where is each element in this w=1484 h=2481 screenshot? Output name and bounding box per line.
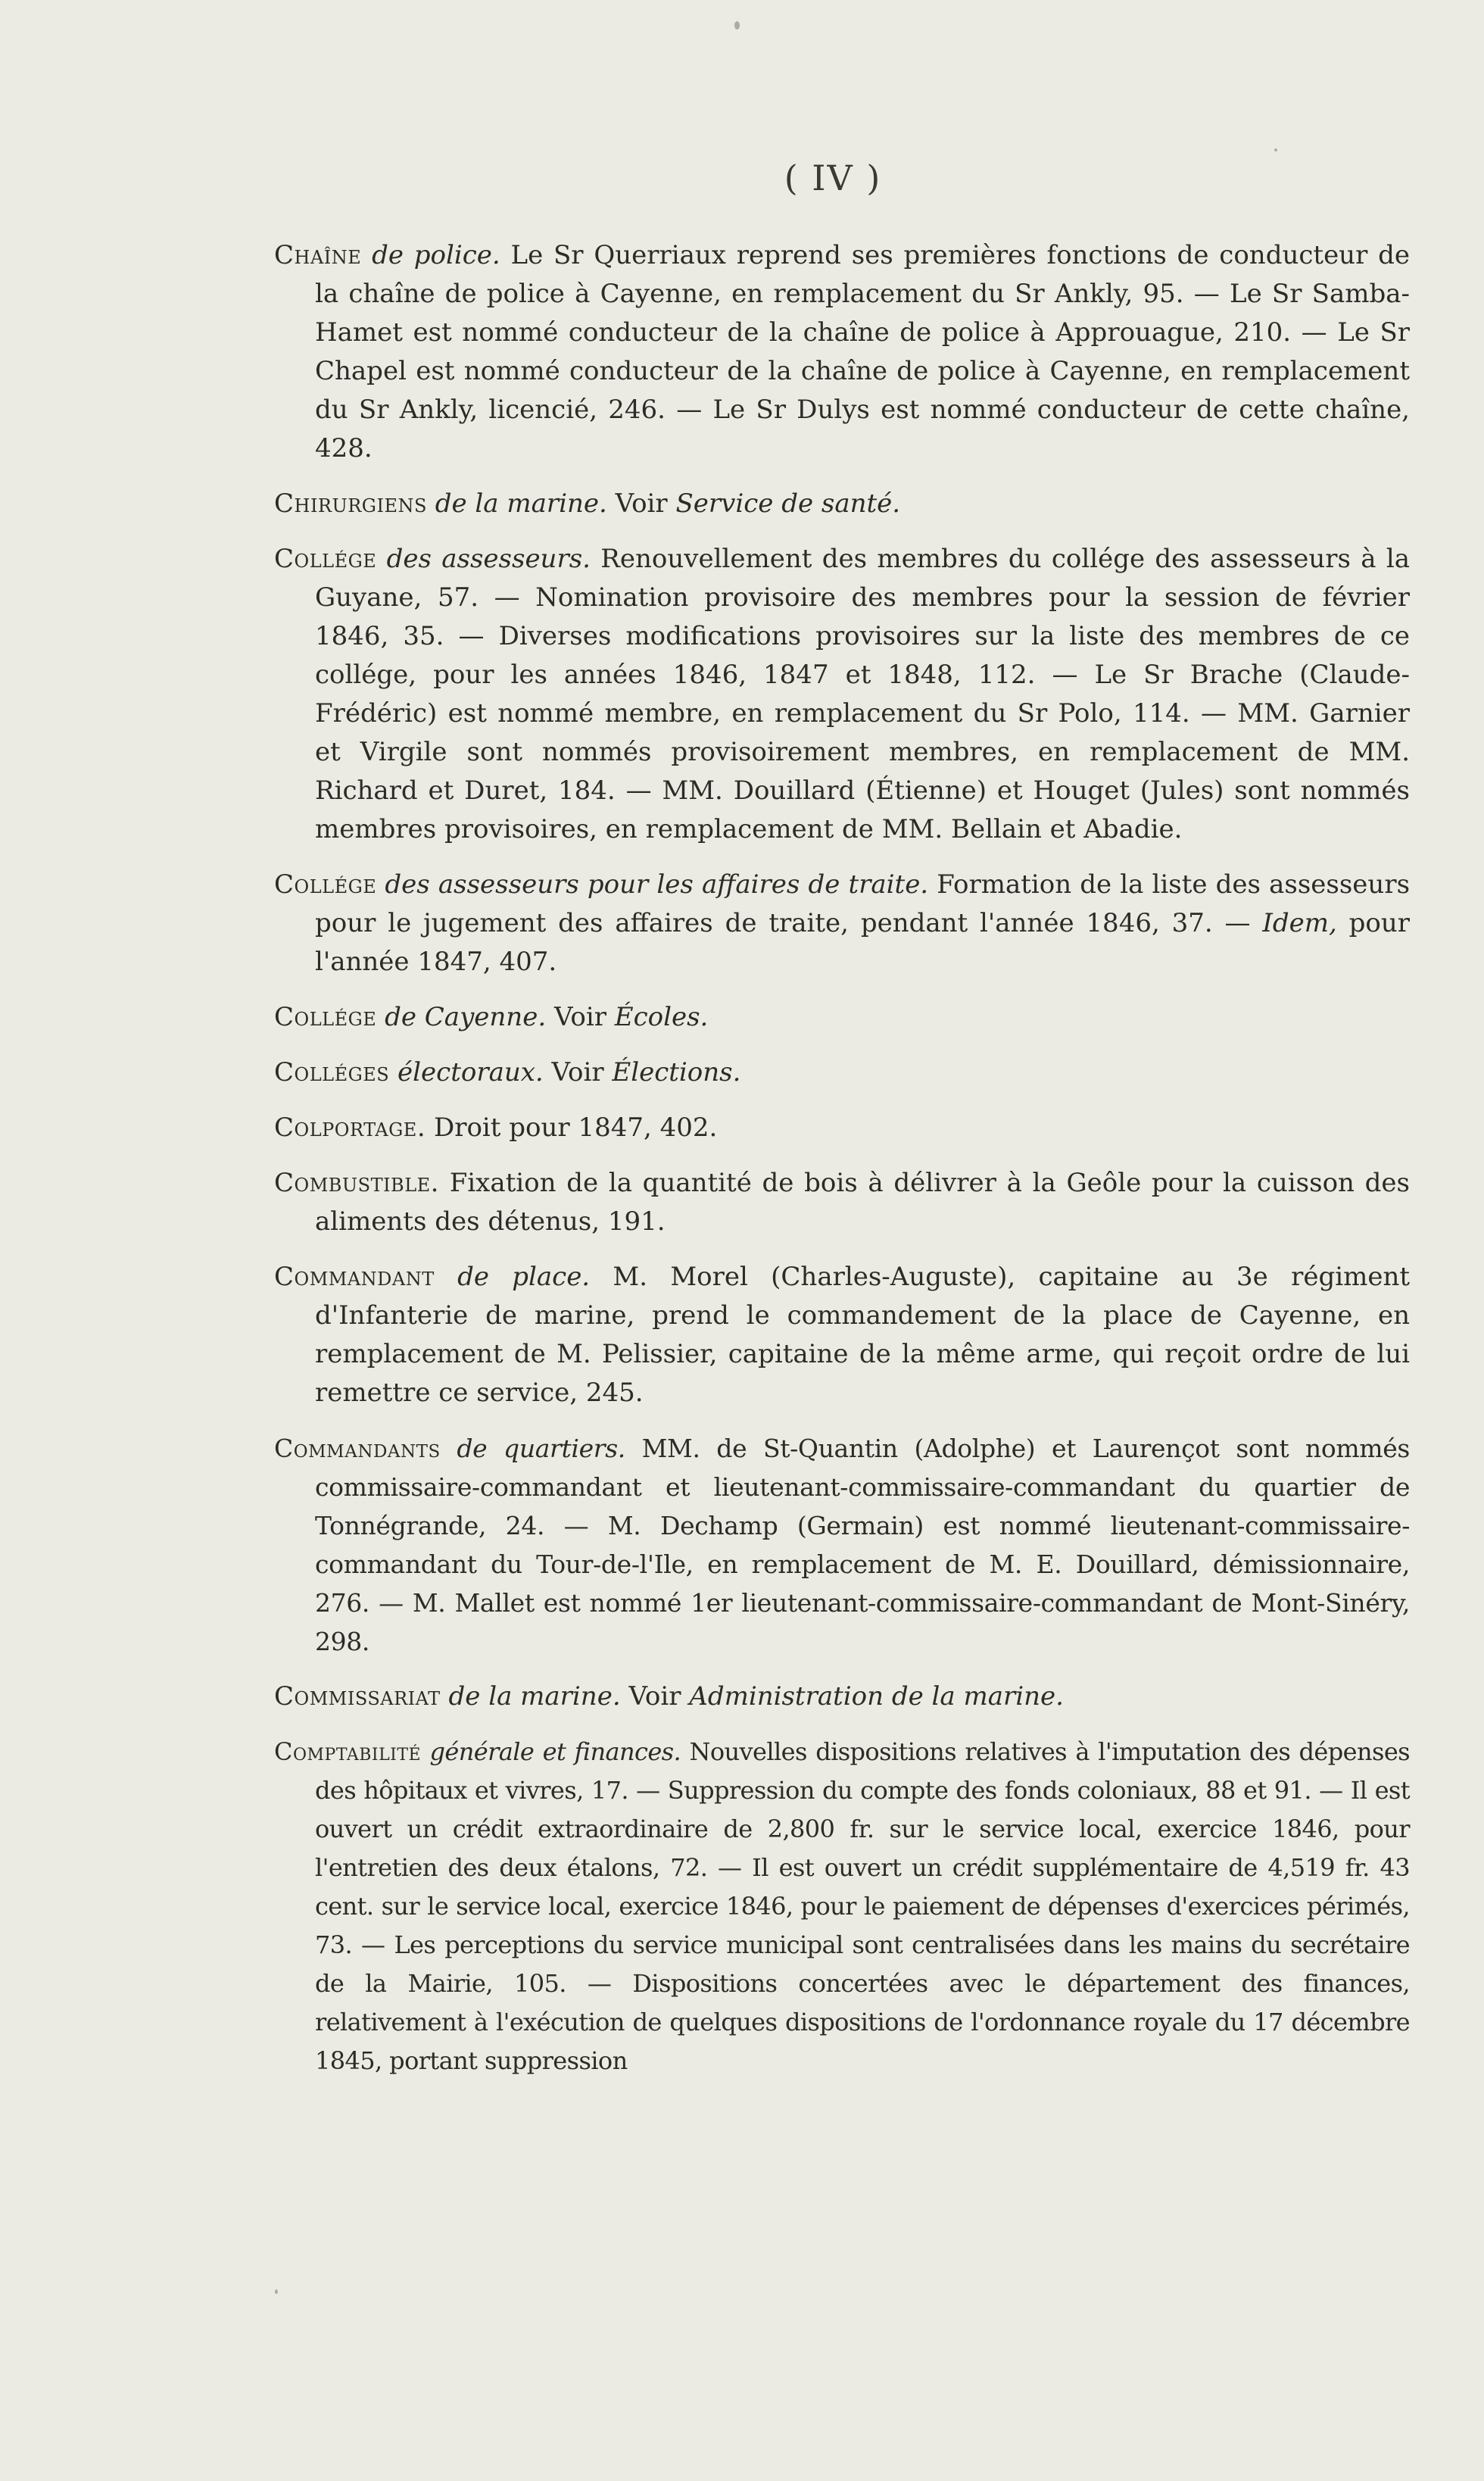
entry-qualifier: de quartiers. <box>457 1434 625 1463</box>
scan-speck <box>1274 148 1277 151</box>
entry-qualifier: de police. <box>372 240 500 270</box>
entry-text: Voir <box>628 1681 681 1712</box>
entry-heading: Comptabilité <box>274 1737 422 1766</box>
entry-heading: Commissariat <box>274 1681 441 1712</box>
index-entry-college-assesseurs <box>274 540 1410 849</box>
entry-heading: Commandant <box>274 1262 435 1292</box>
entry-text: Voir <box>551 1057 604 1088</box>
entry-text: M. Morel (Charles-Auguste), capitaine au 3e régiment d'Infanterie de marine, prend le commandement de la place de Cayenne, en remplacement de M. Pelissier, capitaine de la même arme, qui reçoit ordre de lui remettre ce service, 245. <box>315 1262 1410 1408</box>
entry-heading: Chaîne <box>274 240 362 270</box>
index-entry-chirurgiens-marine <box>274 485 1410 523</box>
index-entry-commandants-quartiers <box>274 1429 1410 1661</box>
index-entry-colportage <box>274 1109 1410 1147</box>
entry-qualifier: de Cayenne. <box>385 1002 547 1032</box>
entry-text: Nouvelles dispositions relatives à l'imputation des dépenses des hôpitaux et vivres, 17. — Suppression du compte des fonds coloniaux, 88 et 91. — Il est ouvert un crédit extraordinaire de 2,800 fr. sur le service local, exercice 1846, pour l'entretien des deux étalons, 72. — Il est ouvert un crédit supplémentaire de 4,519 fr. 43 cent. sur le service local, exercice 1846, pour le paiement de dépenses d'exercices périmés, 73. — Les perceptions du service municipal sont centralisées dans les mains du secrétaire de la Mairie, 105. — Dispositions concertées avec le département des finances, relativement à l'exécution de quelques dispositions de l'ordonnance royale du 17 décembre 1845, portant suppression <box>315 1737 1410 2075</box>
entry-text: Voir <box>553 1002 606 1032</box>
entry-heading: Collége <box>274 1002 377 1032</box>
cross-reference: Élections. <box>612 1057 741 1088</box>
index-entry-combustible <box>274 1164 1410 1241</box>
entry-text: MM. de St-Quantin (Adolphe) et Laurençot sont nommés commissaire-commandant et lieutenant-commissaire-commandant du quartier de Tonnégrande, 24. — M. Dechamp (Germain) est nommé lieutenant-commissaire-commandant du Tour-de-l'Ile, en remplacement de M. E. Douillard, démissionnaire, 276. — M. Mallet est nommé 1er lieutenant-commissaire-commandant de Mont-Sinéry, 298. <box>315 1434 1411 1656</box>
entry-qualifier: des assesseurs pour les affaires de traite. <box>385 869 929 900</box>
entry-heading: Collége <box>274 544 377 574</box>
cross-reference: Idem, <box>1262 908 1337 938</box>
entry-text: Le Sr Querriaux reprend ses premières fonctions de conducteur de la chaîne de police à Cayenne, en remplacement du Sr Ankly, 95. — Le Sr Samba-Hamet est nommé conducteur de la chaîne de police à Approuague, 210. — Le Sr Chapel est nommé conducteur de la chaîne de police à Cayenne, en remplacement du Sr Ankly, licencié, 246. — Le Sr Dulys est nommé conducteur de cette chaîne, 428. <box>315 240 1411 463</box>
cross-reference: Écoles. <box>614 1002 709 1032</box>
entry-text: Droit pour 1847, 402. <box>433 1113 718 1143</box>
entry-heading: Commandants <box>274 1434 441 1463</box>
entry-heading: Collége <box>274 869 377 900</box>
index-entry-commandant-place <box>274 1258 1410 1412</box>
entry-heading: Combustible. <box>274 1168 439 1198</box>
entry-text: Voir <box>615 488 668 519</box>
entry-qualifier: de place. <box>457 1262 591 1292</box>
cross-reference: Administration de la marine. <box>689 1681 1064 1712</box>
entry-qualifier: des assesseurs. <box>386 544 591 574</box>
cross-reference: Service de santé. <box>675 488 901 519</box>
entry-qualifier: générale et finances. <box>429 1737 681 1766</box>
entry-text-tail: pour l'année 1847, 407. <box>315 908 1411 977</box>
entry-text: Fixation de la quantité de bois à délivrer à la Geôle pour la cuisson des aliments des détenus, 191. <box>315 1168 1410 1237</box>
scan-speck <box>275 2289 278 2294</box>
entry-heading: Chirurgiens <box>274 488 427 519</box>
entry-qualifier: de la marine. <box>435 488 607 519</box>
entry-text: Renouvellement des membres du collége des assesseurs à la Guyane, 57. — Nomination provisoire des membres pour la session de février 1846, 35. — Diverses modifications provisoires sur la liste des membres de ce collége, pour les années 1846, 1847 et 1848, 112. — Le Sr Brache (Claude-Frédéric) est nommé membre, en remplacement du Sr Polo, 114. — MM. Garnier et Virgile sont nommés provisoirement membres, en remplacement de MM. Richard et Duret, 184. — MM. Douillard (Étienne) et Houget (Jules) sont nommés membres provisoires, en remplacement de MM. Bellain et Abadie. <box>315 544 1411 844</box>
page-folio: ( IV ) <box>784 158 882 198</box>
index-entry-commissariat-marine <box>274 1677 1410 1716</box>
entry-qualifier: de la marine. <box>448 1681 621 1712</box>
index-entry-chaine-police <box>274 236 1410 468</box>
entry-qualifier: électoraux. <box>398 1057 544 1088</box>
entry-text: Formation de la liste des assesseurs pour le jugement des affaires de traite, pendant l'année 1846, 37. — <box>315 869 1411 938</box>
entry-heading: Colportage. <box>274 1113 426 1143</box>
index-entries <box>274 236 1410 2097</box>
index-entry-college-cayenne <box>274 998 1410 1037</box>
index-entry-comptabilite <box>274 1733 1410 2080</box>
index-entry-colleges-electoraux <box>274 1053 1410 1092</box>
scan-speck <box>734 21 740 30</box>
entry-heading: Colléges <box>274 1057 390 1088</box>
index-entry-college-assesseurs-traite <box>274 866 1410 981</box>
